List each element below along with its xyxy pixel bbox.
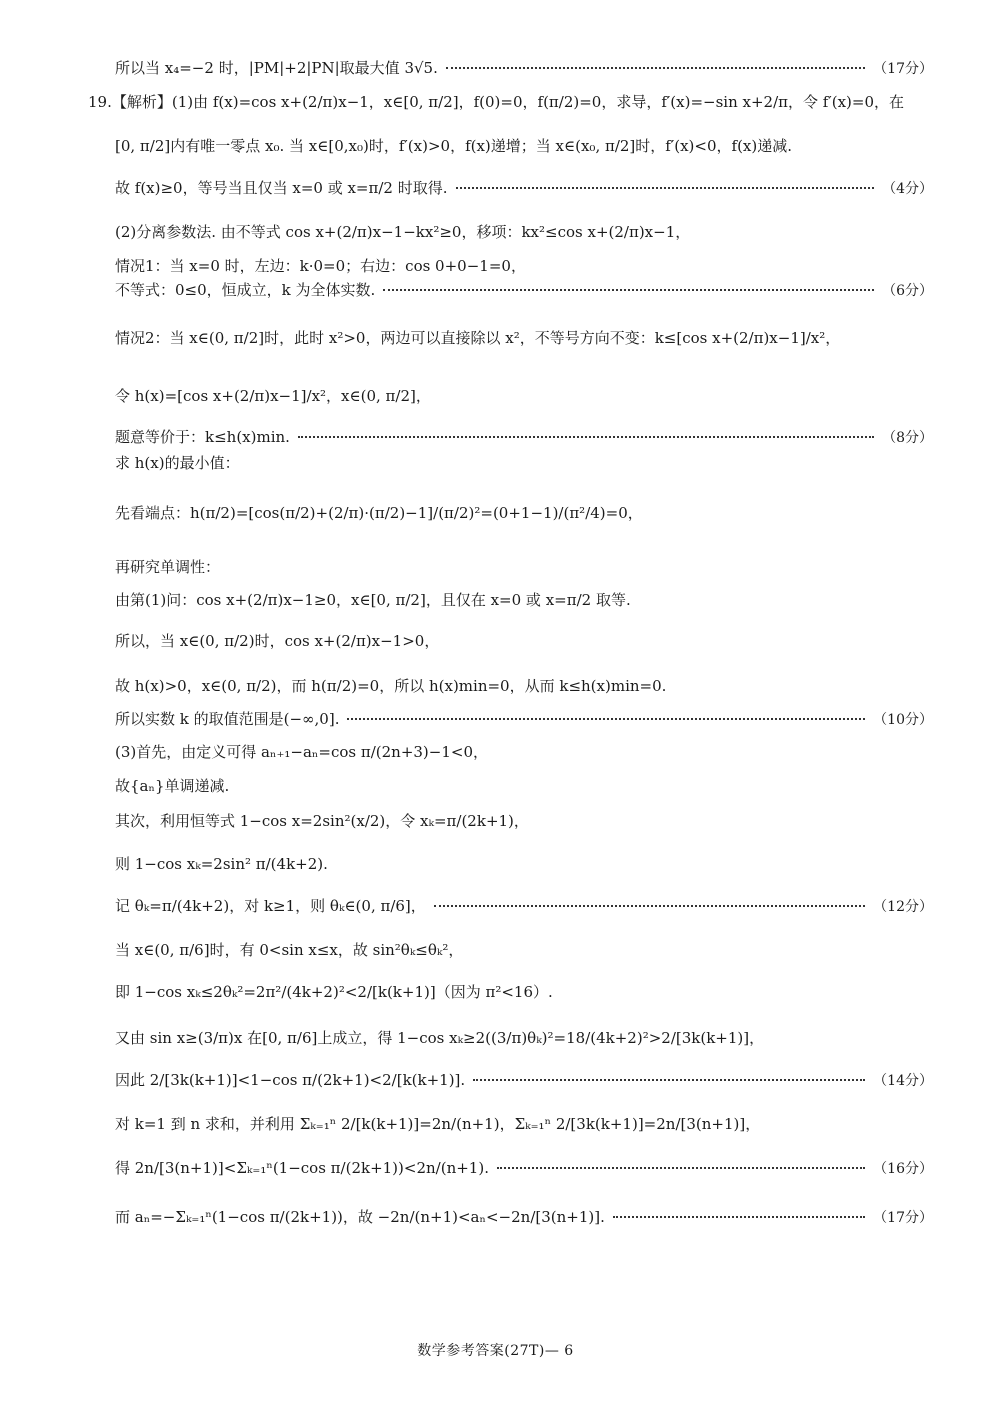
score-marker: （16分）	[873, 1161, 933, 1177]
solution-line	[0, 1018, 991, 1058]
solution-line-text: 再研究单调性：	[115, 558, 221, 576]
score-marker: （17分）	[873, 1210, 933, 1226]
solution-line-text: 当 x∈(0, π/6]时，有 0<sin x≤x，故 sin²θₖ≤θₖ²，	[115, 941, 464, 959]
solution-line-text: 对 k=1 到 n 求和，并利用 Σₖ₌₁ⁿ 2/[k(k+1)]=2n/(n+1)，Σₖ₌₁ⁿ 2/[3k(k+1)]=2n/[3(n+1)]，	[115, 1115, 761, 1133]
solution-line-text: 则 1−cos xₖ=2sin² π/(4k+2).	[115, 855, 328, 873]
solution-line	[0, 270, 991, 310]
solution-line-text: 记 θₖ=π/(4k+2)，对 k≥1，则 θₖ∈(0, π/6]，	[115, 897, 426, 915]
dot-leader	[497, 1167, 865, 1169]
solution-line-text: 19.【解析】(1)由 f(x)=cos x+(2/π)x−1，x∈[0, π/2]，f(0)=0，f(π/2)=0，求导，f′(x)=−sin x+2/π，令 f′(x)=0，在	[88, 93, 905, 111]
solution-line-text: [0, π/2]内有唯一零点 x₀. 当 x∈[0,x₀)时，f′(x)>0，f(x)递增；当 x∈(x₀, π/2]时，f′(x)<0，f(x)递减.	[115, 137, 793, 155]
solution-line-text: 故{aₙ}单调递减.	[115, 777, 230, 795]
solution-line	[0, 1148, 991, 1188]
solution-line-text: 先看端点：h(π/2)=[cos(π/2)+(2/π)·(π/2)−1]/(π/2)²=(0+1−1)/(π²/4)=0，	[115, 504, 643, 522]
solution-line	[0, 1104, 991, 1144]
score-marker: （6分）	[882, 283, 933, 299]
solution-line-text: 所以当 x₄=−2 时，|PM|+2|PN|取最大值 3√5.	[115, 59, 438, 77]
score-marker: （8分）	[882, 430, 933, 446]
solution-line	[0, 766, 991, 806]
solution-line	[0, 972, 991, 1012]
dot-leader	[347, 718, 865, 720]
dot-leader	[473, 1079, 865, 1081]
solution-line-text: 所以实数 k 的取值范围是(−∞,0].	[115, 710, 340, 728]
solution-line	[0, 886, 991, 926]
solution-line-text: 令 h(x)=[cos x+(2/π)x−1]/x²，x∈(0, π/2]，	[115, 387, 431, 405]
dot-leader	[298, 436, 874, 438]
solution-line	[0, 1197, 991, 1237]
solution-line-text: 所以，当 x∈(0, π/2)时，cos x+(2/π)x−1>0，	[115, 632, 440, 650]
dot-leader	[446, 67, 865, 69]
solution-line-text: (3)首先，由定义可得 aₙ₊₁−aₙ=cos π/(2n+3)−1<0，	[115, 743, 489, 761]
solution-line	[0, 801, 991, 841]
page-footer: 数学参考答案(27T)— 6	[417, 1343, 574, 1359]
solution-line-text: 题意等价于：k≤h(x)min.	[115, 428, 290, 446]
solution-line-text: 不等式：0≤0，恒成立，k 为全体实数.	[115, 281, 376, 299]
solution-line-text: 即 1−cos xₖ≤2θₖ²=2π²/(4k+2)²<2/[k(k+1)]（因为 π²<16）.	[115, 983, 553, 1001]
score-marker: （17分）	[873, 61, 933, 77]
solution-line	[0, 318, 991, 358]
solution-line	[0, 168, 991, 208]
solution-line-text: 情况2：当 x∈(0, π/2]时，此时 x²>0，两边可以直接除以 x²，不等号方向不变：k≤[cos x+(2/π)x−1]/x²，	[115, 329, 841, 347]
dot-leader	[383, 289, 874, 291]
solution-line-text: (2)分离参数法. 由不等式 cos x+(2/π)x−1−kx²≥0，移项：kx²≤cos x+(2/π)x−1，	[115, 223, 691, 241]
solution-line-text: 故 h(x)>0，x∈(0, π/2)，而 h(π/2)=0，所以 h(x)min=0，从而 k≤h(x)min=0.	[115, 677, 667, 695]
solution-line	[0, 844, 991, 884]
solution-line	[0, 82, 991, 122]
solution-line-text: 求 h(x)的最小值：	[115, 454, 240, 472]
solution-line	[0, 1060, 991, 1100]
solution-line	[0, 376, 991, 416]
solution-line	[0, 580, 991, 620]
solution-line-text: 由第(1)问：cos x+(2/π)x−1≥0，x∈[0, π/2]，且仅在 x=0 或 x=π/2 取等.	[115, 591, 631, 609]
solution-line	[0, 621, 991, 661]
solution-line	[0, 443, 991, 483]
solution-line-text: 情况1：当 x=0 时，左边：k·0=0；右边：cos 0+0−1=0，	[115, 257, 526, 275]
solution-line	[0, 126, 991, 166]
solution-line	[0, 493, 991, 533]
solution-line-text: 其次，利用恒等式 1−cos x=2sin²(x/2)，令 xₖ=π/(2k+1)，	[115, 812, 529, 830]
score-marker: （4分）	[882, 181, 933, 197]
score-marker: （10分）	[873, 712, 933, 728]
score-marker: （12分）	[873, 899, 933, 915]
solution-line-text: 又由 sin x≥(3/π)x 在[0, π/6]上成立，得 1−cos xₖ≥2((3/π)θₖ)²=18/(4k+2)²>2/[3k(k+1)]，	[115, 1029, 765, 1047]
dot-leader	[456, 187, 875, 189]
dot-leader	[434, 905, 865, 907]
solution-line-text: 因此 2/[3k(k+1)]<1−cos π/(2k+1)<2/[k(k+1)].	[115, 1071, 466, 1089]
solution-line-text: 而 aₙ=−Σₖ₌₁ⁿ(1−cos π/(2k+1))，故 −2n/(n+1)<aₙ<−2n/[3(n+1)].	[115, 1208, 605, 1226]
solution-line	[0, 930, 991, 970]
solution-line-text: 得 2n/[3(n+1)]<Σₖ₌₁ⁿ(1−cos π/(2k+1))<2n/(n+1).	[115, 1159, 489, 1177]
score-marker: （14分）	[873, 1073, 933, 1089]
solution-line-text: 故 f(x)≥0，等号当且仅当 x=0 或 x=π/2 时取得.	[115, 179, 448, 197]
dot-leader	[613, 1216, 865, 1218]
